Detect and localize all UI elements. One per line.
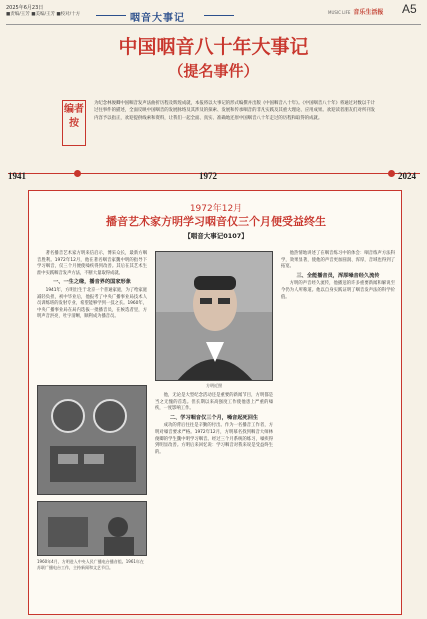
masthead-cn: 音乐生活报 (353, 9, 384, 16)
section-rule-left (96, 15, 126, 16)
subhead-1: 一、一生之缘，播音界的国家形象 (53, 279, 131, 286)
article-paragraph: 成功的背后往往是辛勤的付出。作为一名播音工作者，方明对嗓音要求严格。1972年12月，方明慕名找到咽音大师林俊卿的学生魏中明学习咽音。经过三个月系统的练习，嗓疾得到明显改善。方明后来回忆说：学习咽音对我来说是受益终生的。 (155, 423, 273, 455)
masthead-en: MUSIC LIFE (328, 10, 351, 15)
timeline (0, 165, 427, 185)
editor-credits: ■责编/王芳 ■美编/王芳 ■校对/十方 (6, 12, 81, 17)
masthead (328, 7, 383, 16)
timeline-end-year: 2024 (398, 171, 416, 181)
article-paragraph: 方明的声音经久流传，他播送的许多重要新闻和解说至今仍为人所称道。他以自身实践证明了咽音发声法的科学价值。 (281, 281, 395, 300)
timeline-mid-year: 1972 (199, 171, 217, 181)
article-paragraph: 他，无论是大型纪念活动还是重要的新闻节目，方明都是当之无愧的首选。但长期以来高强度工作使他患上严重的嗓疾，一度影响工作。 (155, 393, 273, 412)
editor-note: 为纪念林俊卿中国咽音发声法曲折历程及辉煌成就，本报将以大事记的形式编撰并出版《中国咽音八十年》。《中国咽音八十年》将通过对数以千计过往事件的描述，全面反映中国咽音的发展脉络及其涉及的探索、发展和传承咽音的非凡实践及其重大理论、应用成果。欢迎读者朋友们对所刊发内容予以指正，欢迎提供线索和资料，让我们一起全面、真实、准确地还原中国咽音八十年走过的历程和取得的成就。 (94, 101, 376, 121)
section-title: 咽音大事记 (130, 13, 185, 24)
section-rule-right (204, 15, 234, 16)
issue-date: 2025年6月23日 (6, 5, 44, 11)
photo-caption: 1960年4月，方明进入中央人民广播电台播音组。1961年在苏联广播电台工作，主持新闻和文艺节目。 (37, 559, 144, 570)
archive-photo-studio (37, 501, 147, 556)
page-number: A5 (402, 2, 417, 16)
article-intro: 著名播音艺术家方明来信启示，博采众长，最新方咽音胜利。1972年12月，他在著名咽音家魏中明的指导下学习咽音，仅三个月便使嗓疾得到改善。其后在其艺术生涯中实践咽音发声方法，不断大量取得成就。 (37, 251, 147, 276)
article-column-1 (37, 251, 147, 321)
article-panel (28, 190, 402, 615)
page-title: 中国咽音八十年大事记 (118, 36, 309, 58)
article-date: 1972年12月 (189, 204, 243, 214)
timeline-start-year: 1941 (8, 171, 26, 181)
timeline-marker (388, 170, 395, 177)
subhead-3: 三、全能播音员，浑厚嗓音经久流传 (296, 272, 380, 279)
subhead-2: 二、学习咽音仅三个月，嗓音起死回生 (169, 414, 259, 421)
article-title: 播音艺术家方明学习咽音仅三个月便受益终生 (106, 215, 326, 228)
article-column-3 (281, 251, 395, 301)
portrait-photo (155, 251, 273, 381)
portrait-caption: 方明近照 (206, 383, 222, 388)
header-divider (6, 24, 421, 25)
archive-photo-equipment (37, 385, 147, 495)
editor-note-tag: 编者按 (62, 100, 86, 146)
article-paragraph: 他热情地讲述了在咽音练习中的体会：咽音练声方法科学，效果显著，使他的声音更加圆润、浑厚，音域也得到了拓宽。 (281, 251, 395, 270)
article-column-2 (155, 393, 273, 456)
page-subtitle: （提名事件） (168, 62, 259, 80)
article-tag: 【咽音大事记0107】 (184, 232, 248, 240)
timeline-marker (74, 170, 81, 177)
article-paragraph: 1941年，方明出生于北京一个普通家庭，为了给家庭减轻负担，初中毕业后，他报考了中央广播事业局技术人员训练班的发射专业，希望能够学到一技之长。1960年，中央广播事业局在局内选拔一批播音员，在候选者里，方明声音洪亮，吐字清晰，顺利成为播音员。 (37, 287, 147, 320)
